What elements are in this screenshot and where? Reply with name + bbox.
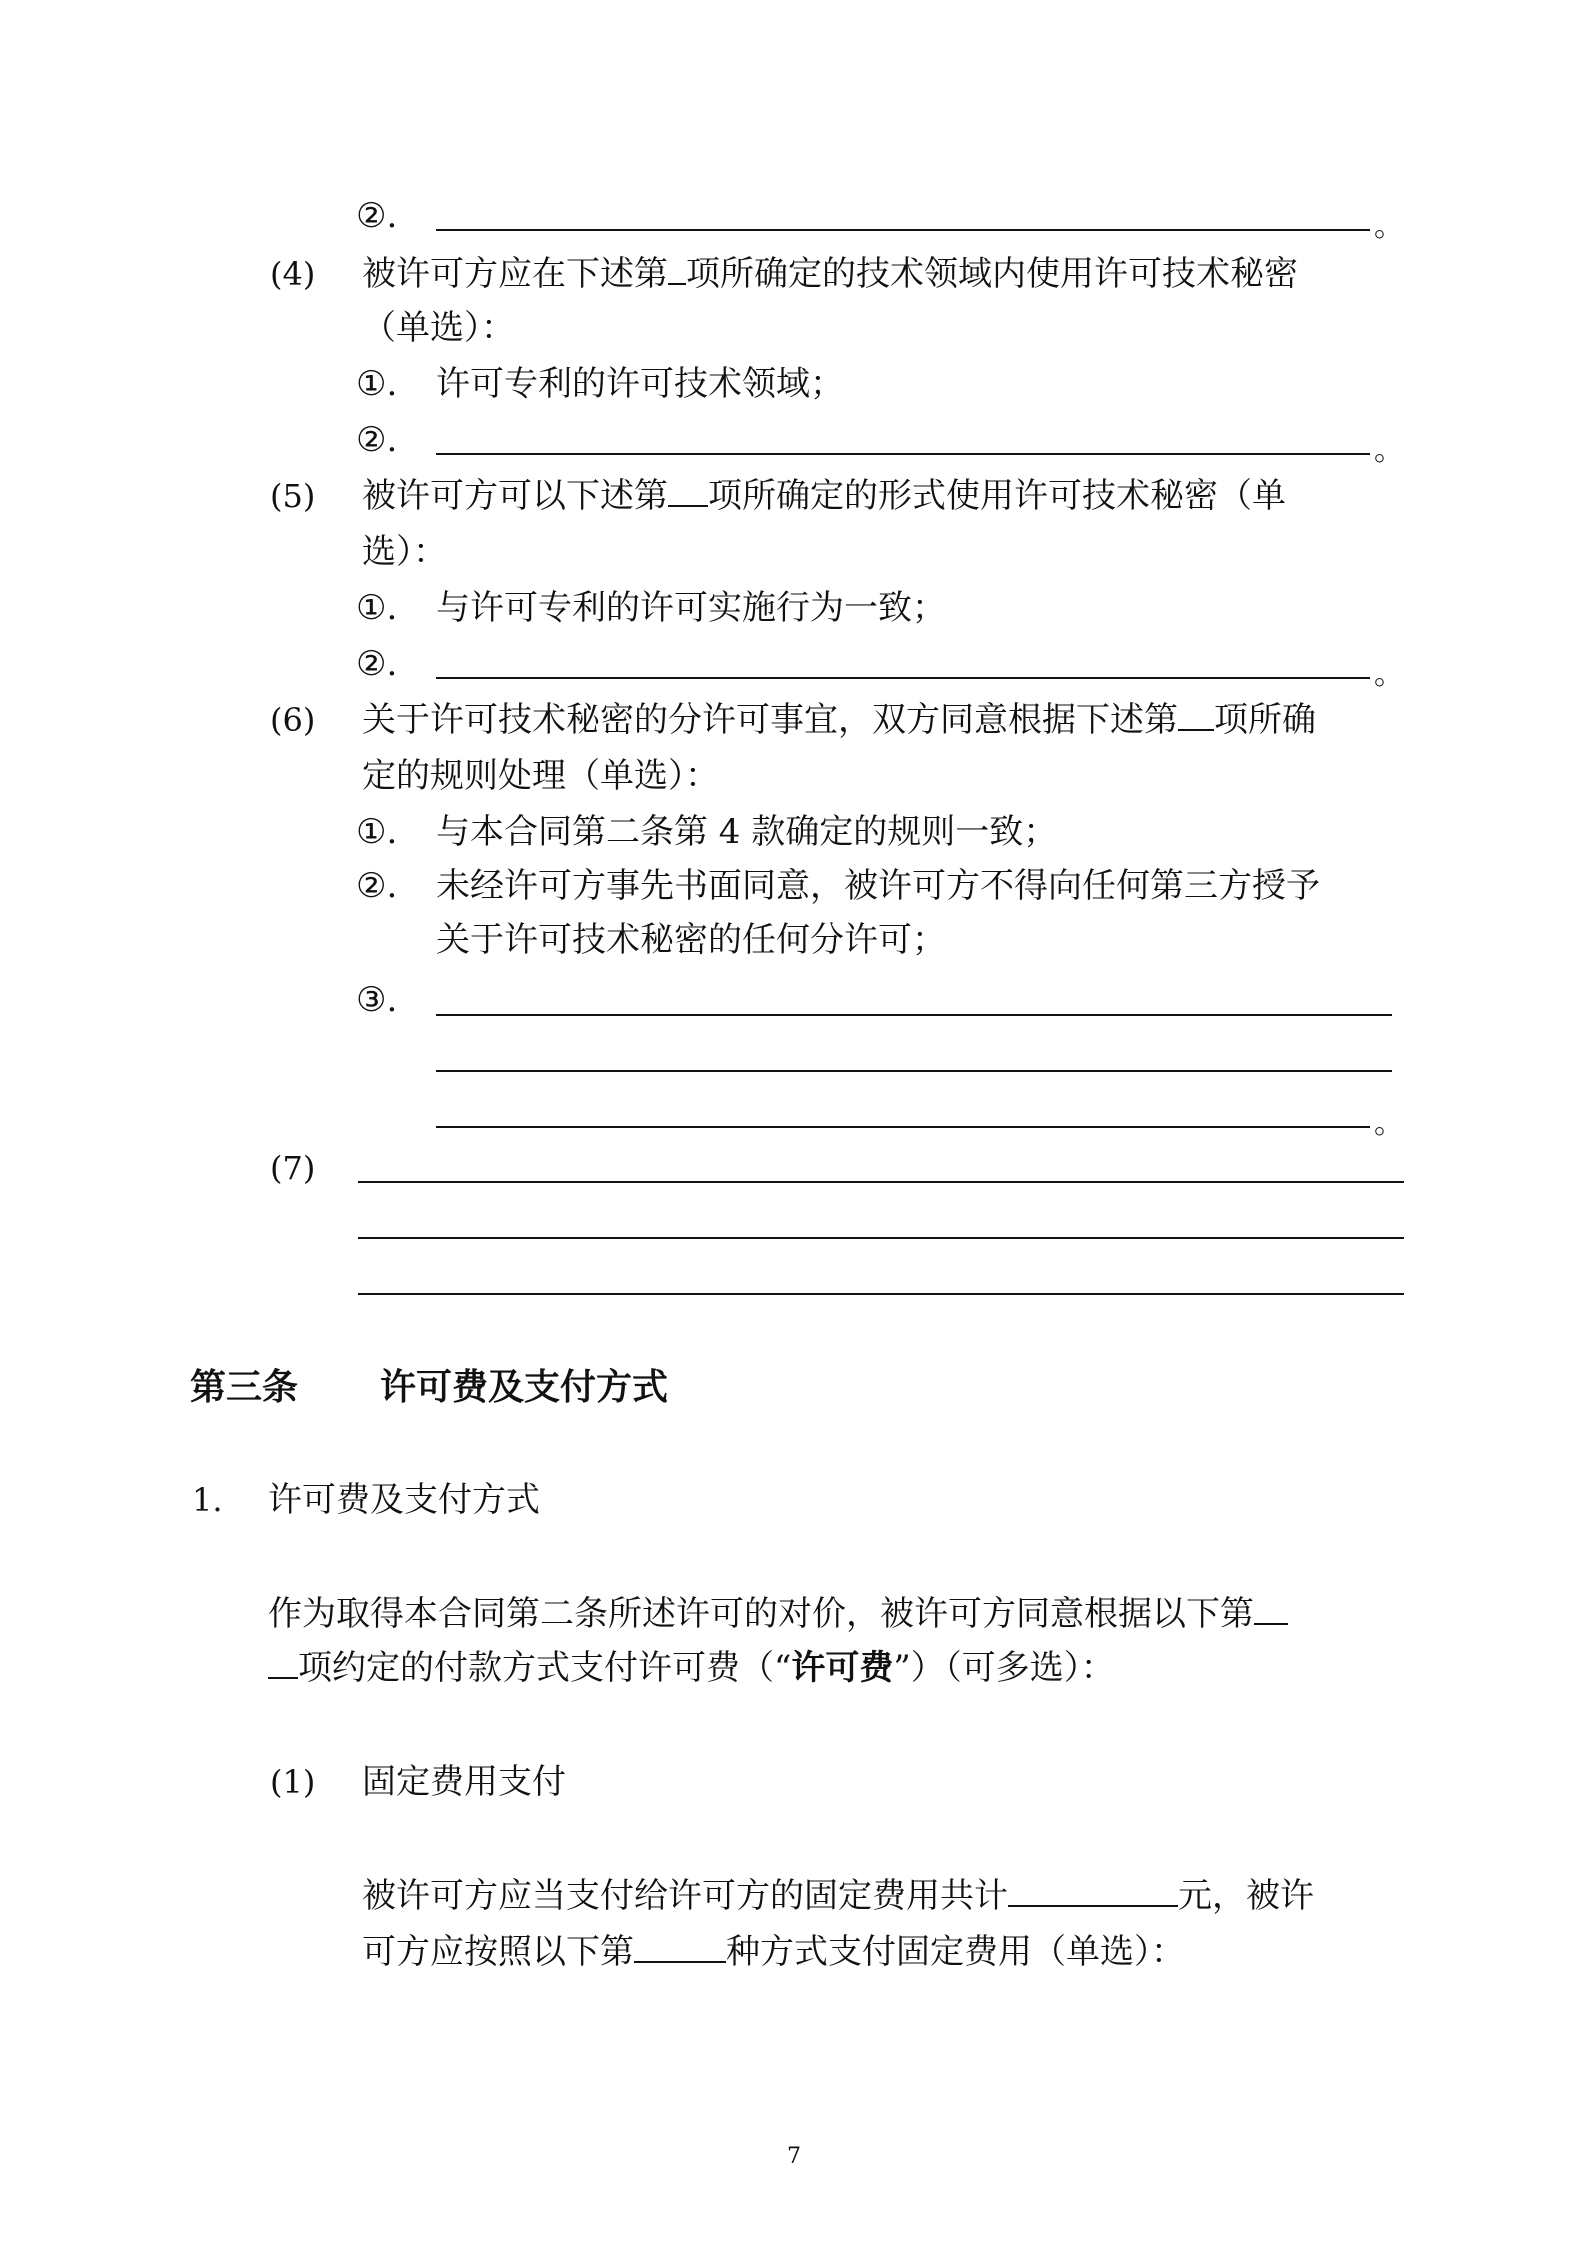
fill-blank[interactable] [358, 1293, 1404, 1295]
item-number: (1) [270, 1763, 316, 1801]
option-text: 与本合同第二条第 4 款确定的规则一致； [436, 812, 1058, 852]
fill-blank[interactable] [634, 1935, 726, 1963]
period-mark: 。 [1374, 1106, 1404, 1141]
option-number: ②. [356, 644, 398, 684]
item-number: (4) [270, 255, 316, 293]
item-text-part: 被许可方可以下述第 [362, 476, 668, 516]
fill-blank[interactable] [1178, 703, 1214, 731]
item-text-part: 项所确 [1214, 700, 1316, 740]
item-text-part: 被许可方应在下述第 [362, 254, 668, 294]
option-number: ①. [356, 364, 398, 404]
fill-blank[interactable] [268, 1651, 298, 1679]
fill-blank[interactable] [668, 479, 708, 507]
option-text: 未经许可方事先书面同意，被许可方不得向任何第三方授予 [436, 866, 1320, 906]
period-mark: 。 [1374, 209, 1404, 244]
item-text [362, 476, 1286, 516]
fill-blank[interactable] [358, 1181, 1404, 1183]
section-number: 1. [192, 1481, 223, 1519]
item-text [362, 254, 1298, 294]
fill-blank[interactable] [436, 1126, 1370, 1128]
paragraph-text: 被许可方应当支付给许可方的固定费用共计 [362, 1876, 1008, 1916]
option-text: 许可专利的许可技术领域； [436, 364, 844, 404]
paragraph-text: ”）（可多选）： [893, 1648, 1115, 1688]
paragraph-text: 项约定的付款方式支付许可费（“ [298, 1648, 792, 1688]
amount-blank[interactable] [1008, 1879, 1178, 1907]
item-text-part: 项所确定的技术领域内使用许可技术秘密 [686, 254, 1298, 294]
item-number: (6) [270, 701, 316, 739]
option-text: 与许可专利的许可实施行为一致； [436, 588, 946, 628]
fill-blank[interactable] [436, 677, 1370, 679]
defined-term: 许可费 [791, 1648, 894, 1688]
paragraph-line [268, 1594, 1288, 1634]
option-number: ③. [356, 980, 398, 1020]
item-text [362, 700, 1316, 740]
item-title: 固定费用支付 [362, 1762, 566, 1802]
option-number: ②. [356, 866, 398, 906]
fill-blank[interactable] [358, 1237, 1404, 1239]
paragraph-line [362, 1876, 1314, 1916]
item-text: 定的规则处理（单选）： [362, 756, 719, 796]
paragraph-text: 作为取得本合同第二条所述许可的对价，被许可方同意根据以下第 [268, 1594, 1254, 1634]
item-number: (5) [270, 477, 316, 515]
item-text-part: 项所确定的形式使用许可技术秘密（单 [708, 476, 1286, 516]
option-number: ②. [356, 196, 398, 236]
period-mark: 。 [1374, 433, 1404, 468]
option-number: ①. [356, 588, 398, 628]
fill-blank[interactable] [668, 257, 686, 285]
item-text-part: 关于许可技术秘密的分许可事宜，双方同意根据下述第 [362, 700, 1178, 740]
fill-blank[interactable] [436, 1070, 1392, 1072]
period-mark: 。 [1374, 657, 1404, 692]
item-number: (7) [270, 1149, 316, 1187]
section-title: 许可费及支付方式 [268, 1480, 540, 1520]
fill-blank[interactable] [436, 1014, 1392, 1016]
article-title: 许可费及支付方式 [380, 1367, 669, 1408]
page-number: 7 [787, 2144, 801, 2169]
paragraph-text: 可方应按照以下第 [362, 1932, 634, 1972]
option-number: ②. [356, 420, 398, 460]
paragraph-line [268, 1648, 1115, 1688]
paragraph-text: 种方式支付固定费用（单选）： [726, 1932, 1185, 1972]
item-text: （单选）： [362, 308, 515, 348]
article-label: 第三条 [190, 1367, 299, 1408]
paragraph-line [362, 1932, 1185, 1972]
paragraph-text: 元，被许 [1178, 1876, 1314, 1916]
item-text: 选）： [362, 532, 447, 572]
fill-blank[interactable] [436, 453, 1370, 455]
option-text: 关于许可技术秘密的任何分许可； [436, 920, 946, 960]
option-number: ①. [356, 812, 398, 852]
fill-blank[interactable] [1254, 1597, 1288, 1625]
fill-blank[interactable] [436, 229, 1370, 231]
